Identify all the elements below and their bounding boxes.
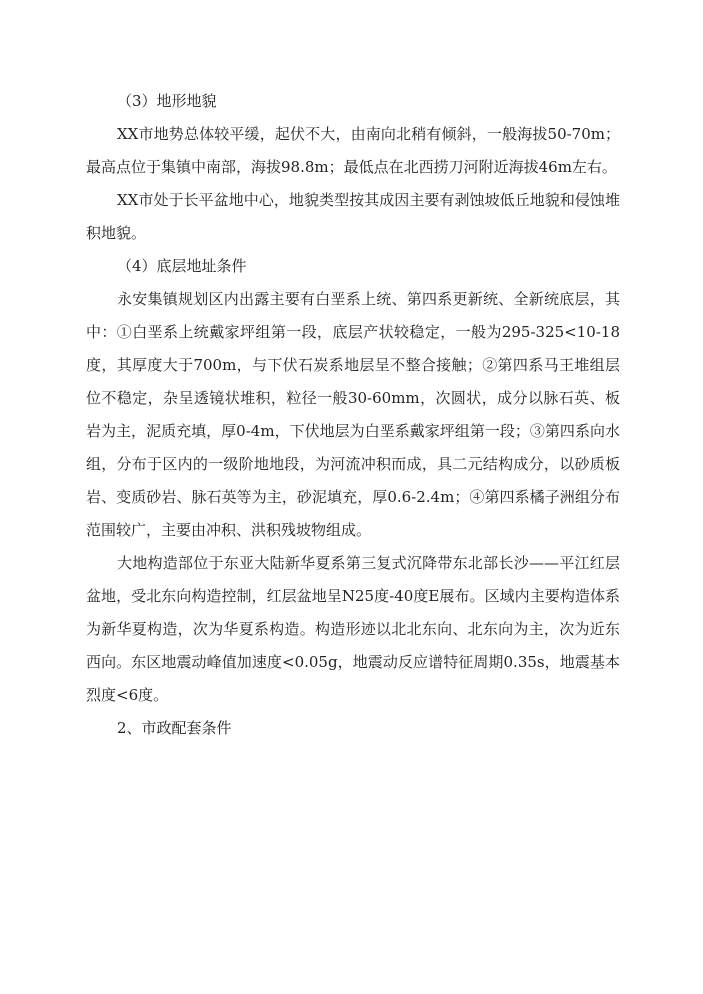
paragraph-terrain-landform: XX市处于长平盆地中心，地貌类型按其成因主要有剥蚀坡低丘地貌和侵蚀堆积地貌。 xyxy=(86,191,620,242)
paragraph-terrain-elevation: XX市地势总体较平缓，起伏不大，由南向北稍有倾斜，一般海拔50-70m；最高点位于集镇中南部，海拔98.8m；最低点在北西捞刀河附近海拔46m左右。 xyxy=(86,125,620,176)
paragraph-strata: 永安集镇规划区内出露主要有白垩系上统、第四系更新统、全新统底层，其中：①白垩系上统戴家坪组第一段，底层产状较稳定，一般为295-325<10-18度，其厚度大于700m，与下伏石炭系地层呈不整合接触；②第四系马王堆组层位不稳定，杂呈透镜状堆积，粒径一般30-60mm，次圆状，成分以脉石英、板岩为主，泥质充填，厚0-4m，下伏地层为白垩系戴家坪组第一段；③第四系向水组，分布于区内的一级阶地地段，为河流冲积而成，具二元结构成分，以砂质板岩、变质砂岩、脉石英等为主，砂泥填充，厚0.6-2.4m；④第四系橘子洲组分布范围较广，主要由冲积、洪积残坡物组成。 xyxy=(86,290,620,539)
paragraph-tectonic: 大地构造部位于东亚大陆新华夏系第三复式沉降带东北部长沙——平江红层盆地，受北东向构造控制，红层盆地呈N25度-40度E展布。区域内主要构造体系为新华夏构造，次为华夏系构造。构造形迹以北北东向、北东向为主，次为近东西向。东区地震动峰值加速度<0.05g，地震动反应谱特征周期0.35s，地震基本烈度<6度。 xyxy=(86,554,620,704)
section-heading-strata: （4）底层地址条件 xyxy=(117,257,247,275)
document-page xyxy=(86,85,620,745)
section-heading-municipal: 2、市政配套条件 xyxy=(117,719,232,737)
section-heading-terrain: （3）地形地貌 xyxy=(117,92,217,110)
